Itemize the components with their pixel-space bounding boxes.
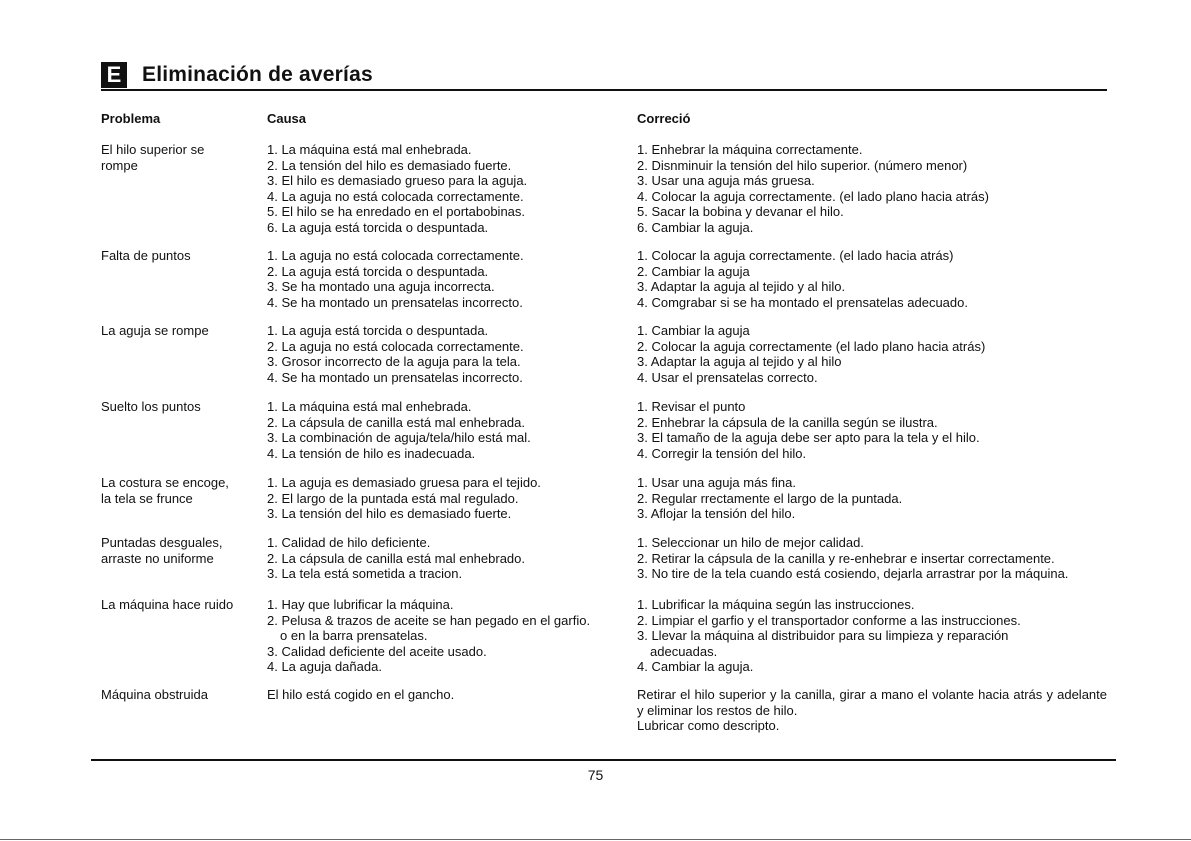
cause-line: 2. El largo de la puntada está mal regulado. [267, 490, 519, 506]
fix-line: 6. Cambiar la aguja. [637, 219, 754, 235]
column-header-problem: Problema [101, 111, 161, 126]
fix-line: 3. El tamaño de la aguja debe ser apto para la tela y el hilo. [637, 430, 980, 445]
cause-line: 5. El hilo se ha enredado en el portabobinas. [267, 204, 526, 219]
problem-line: La aguja se rompe [101, 323, 209, 338]
fix-cell [637, 142, 1107, 235]
fix-line: 4. Comgrabar si se ha montado el prensatelas adecuado. [637, 294, 968, 310]
fix-line: 3. Adaptar la aguja al tejido y al hilo [637, 354, 842, 369]
column-header-fix: Correció [637, 111, 691, 126]
fix-line: Lubricar como descripto. [637, 718, 780, 733]
cause-cell [267, 323, 622, 385]
cause-cell [267, 142, 622, 235]
problem-cell [101, 597, 251, 613]
fix-line: 2. Colocar la aguja correctamente (el lado plano hacia atrás) [637, 338, 986, 354]
problem-line: Suelto los puntos [101, 399, 201, 414]
cause-line: 4. La tensión de hilo es inadecuada. [267, 445, 476, 461]
fix-cell [637, 687, 1107, 734]
fix-line: 2. Limpiar el garfio y el transportador conforme a las instrucciones. [637, 612, 1021, 628]
fix-line: 3. Adaptar la aguja al tejido y al hilo. [637, 279, 846, 294]
fix-cell [637, 597, 1107, 675]
fix-line: adecuadas. [650, 643, 718, 659]
section-letter-badge: E [101, 62, 127, 88]
fix-line: 4. Colocar la aguja correctamente. (el lado plano hacia atrás) [637, 188, 989, 204]
problem-line: rompe [101, 157, 138, 173]
problem-cell [101, 399, 251, 415]
header-rule [101, 89, 1107, 91]
cause-line: 4. Se ha montado un prensatelas incorrecto. [267, 369, 523, 385]
footer-rule [91, 759, 1116, 761]
fix-line: 1. Lubrificar la máquina según las instrucciones. [637, 597, 915, 612]
fix-line: 2. Cambiar la aguja [637, 263, 750, 279]
fix-line: 2. Retirar la cápsula de la canilla y re-enhebrar e insertar correctamente. [637, 550, 1055, 566]
fix-line: 3. Llevar la máquina al distribuidor para su limpieza y reparación [637, 628, 1009, 643]
cause-line: 1. La aguja no está colocada correctamente. [267, 248, 524, 263]
fix-line: 4. Corregir la tensión del hilo. [637, 445, 807, 461]
cause-line: 3. Grosor incorrecto de la aguja para la tela. [267, 354, 521, 369]
fix-line: 4. Cambiar la aguja. [637, 659, 754, 674]
cause-line: 3. El hilo es demasiado grueso para la aguja. [267, 173, 528, 188]
cause-line: El hilo está cogido en el gancho. [267, 687, 455, 702]
page-edge-rule [0, 839, 1191, 840]
fix-line: 1. Usar una aguja más fina. [637, 475, 796, 490]
problem-line: arraste no uniforme [101, 550, 214, 566]
fix-line: 2. Enhebrar la cápsula de la canilla según se ilustra. [637, 414, 938, 430]
problem-line: Puntadas desguales, [101, 535, 223, 550]
fix-line: 5. Sacar la bobina y devanar el hilo. [637, 204, 844, 219]
fix-cell [637, 475, 1107, 522]
fix-line: 2. Disnminuir la tensión del hilo superior. (número menor) [637, 157, 968, 173]
cause-line: 1. La aguja está torcida o despuntada. [267, 323, 489, 338]
problem-line: Máquina obstruida [101, 687, 208, 702]
cause-line: 1. La aguja es demasiado gruesa para el tejido. [267, 475, 541, 490]
cause-line: 3. Calidad deficiente del aceite usado. [267, 643, 487, 659]
fix-cell [637, 535, 1107, 582]
cause-line: 4. La aguja no está colocada correctamente. [267, 188, 524, 204]
cause-line: 2. Pelusa & trazos de aceite se han pegado en el garfio. [267, 612, 591, 628]
fix-line: 1. Cambiar la aguja [637, 323, 750, 338]
fix-line: 1. Seleccionar un hilo de mejor calidad. [637, 535, 864, 550]
cause-line: o en la barra prensatelas. [280, 628, 428, 643]
cause-cell [267, 399, 622, 461]
problem-cell [101, 687, 251, 703]
cause-line: 1. Calidad de hilo deficiente. [267, 535, 431, 550]
cause-line: 2. La cápsula de canilla está mal enhebrado. [267, 550, 526, 566]
cause-line: 2. La aguja no está colocada correctamente. [267, 338, 524, 354]
fix-line: 1. Colocar la aguja correctamente. (el lado hacia atrás) [637, 248, 954, 263]
problem-cell [101, 323, 251, 339]
fix-line: Retirar el hilo superior y la canilla, girar a mano el volante hacia atrás y adelante y eliminar los restos de hilo. [637, 687, 1107, 718]
problem-cell [101, 248, 251, 264]
cause-line: 4. Se ha montado un prensatelas incorrecto. [267, 294, 523, 310]
fix-line: 3. Aflojar la tensión del hilo. [637, 506, 796, 521]
fix-line: 3. No tire de la tela cuando está cosiendo, dejarla arrastrar por la máquina. [637, 566, 1069, 581]
fix-line: 4. Usar el prensatelas correcto. [637, 369, 818, 385]
column-header-cause: Causa [267, 111, 307, 126]
fix-line: 1. Revisar el punto [637, 399, 746, 414]
cause-line: 2. La aguja está torcida o despuntada. [267, 263, 489, 279]
cause-cell [267, 248, 622, 310]
cause-cell [267, 597, 622, 675]
section-title: Eliminación de averías [142, 63, 373, 86]
fix-line: 3. Usar una aguja más gruesa. [637, 173, 815, 188]
cause-line: 3. La combinación de aguja/tela/hilo está mal. [267, 430, 531, 445]
cause-line: 3. La tela está sometida a tracion. [267, 566, 463, 581]
cause-line: 2. La tensión del hilo es demasiado fuerte. [267, 157, 512, 173]
fix-line: 1. Enhebrar la máquina correctamente. [637, 142, 863, 157]
cause-line: 1. Hay que lubrificar la máquina. [267, 597, 454, 612]
cause-cell [267, 475, 622, 522]
fix-cell [637, 248, 1107, 310]
cause-line: 6. La aguja está torcida o despuntada. [267, 219, 489, 235]
fix-cell [637, 323, 1107, 385]
cause-cell [267, 535, 622, 582]
problem-cell [101, 475, 251, 506]
problem-line: Falta de puntos [101, 248, 191, 263]
cause-line: 3. La tensión del hilo es demasiado fuerte. [267, 506, 512, 521]
cause-line: 2. La cápsula de canilla está mal enhebrada. [267, 414, 526, 430]
fix-line: 2. Regular rrectamente el largo de la puntada. [637, 490, 903, 506]
cause-line: 1. La máquina está mal enhebrada. [267, 399, 472, 414]
problem-line: La costura se encoge, [101, 475, 229, 490]
problem-cell [101, 142, 251, 173]
problem-line: la tela se frunce [101, 490, 193, 506]
problem-cell [101, 535, 251, 566]
cause-line: 1. La máquina está mal enhebrada. [267, 142, 472, 157]
problem-line: La máquina hace ruido [101, 597, 234, 612]
problem-line: El hilo superior se [101, 142, 205, 157]
cause-line: 4. La aguja dañada. [267, 659, 382, 674]
cause-cell [267, 687, 622, 703]
cause-line: 3. Se ha montado una aguja incorrecta. [267, 279, 495, 294]
fix-cell [637, 399, 1107, 461]
page-number: 75 [587, 767, 604, 783]
section-header [101, 62, 373, 88]
